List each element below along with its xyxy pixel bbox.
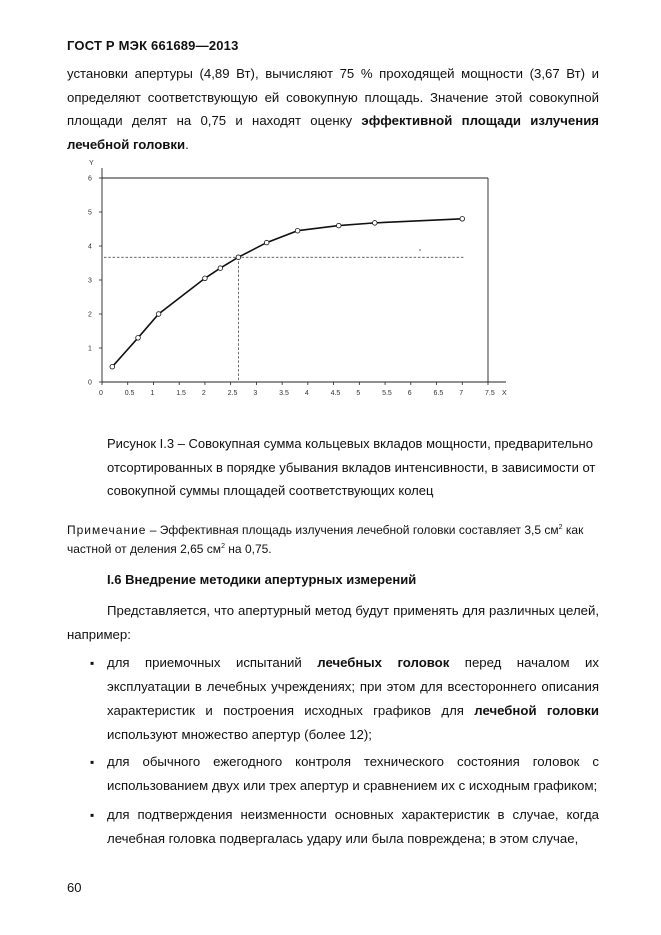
bullet-1-text-a: для приемочных испытаний — [107, 655, 318, 670]
bullet-marker-2: ▪ — [90, 755, 95, 769]
x-tick-label: 7 — [459, 390, 464, 397]
figure-caption: Рисунок I.3 – Совокупная сумма кольцевых вкладов мощности, предварительно отсортированных в порядке убывания вкладов интенсивности, в зависимости от совокупной суммы площадей соответствующих колец — [107, 436, 596, 498]
bullet-1-bold-b: лечебной головки — [474, 703, 599, 718]
y-tick-label: 5 — [88, 209, 92, 217]
x-tick-label: 6 — [407, 390, 412, 397]
data-point — [156, 312, 161, 317]
x-tick-label: 6.5 — [433, 390, 444, 397]
chart-reference-lines — [104, 257, 465, 382]
data-point — [372, 221, 377, 226]
bullet-1-text-c: используют множество апертур (более 12); — [107, 727, 372, 742]
x-tick-label: 2.5 — [227, 390, 238, 397]
y-tick-label: 6 — [88, 175, 92, 183]
cumulative-power-chart — [80, 155, 520, 405]
note-sup-1: 2 — [558, 524, 563, 531]
note-sup-2: 2 — [221, 543, 225, 550]
document-header: ГОСТ Р МЭК 661689—2013 — [67, 38, 239, 53]
page-number: 60 — [67, 880, 82, 895]
bullet-1-bold-a: лечебных головок — [317, 655, 450, 670]
y-tick-label: 4 — [88, 243, 92, 251]
chart-series — [110, 217, 465, 370]
x-tick-label: 1.5 — [176, 390, 186, 397]
note-text: – Эффективная площадь излучения лечебной головки составляет 3,5 см — [146, 523, 559, 537]
section-title: I.6 Внедрение методики апертурных измерений — [107, 572, 417, 587]
x-tick-label: 5 — [356, 390, 361, 397]
data-point — [236, 255, 241, 260]
data-point — [203, 276, 208, 281]
x-tick-label: 3.5 — [279, 390, 289, 397]
note-label: Примечание — [67, 523, 147, 537]
data-point — [136, 336, 141, 341]
intro-paragraph — [67, 62, 599, 156]
y-tick-label: 0 — [88, 379, 92, 387]
series-line — [112, 219, 462, 367]
x-tick-label: 4.5 — [330, 390, 341, 397]
data-point — [460, 217, 465, 222]
data-point — [110, 364, 115, 369]
bullet-item-1 — [107, 651, 599, 747]
note-text-3: на 0,75. — [224, 542, 272, 556]
x-tick-label: 5.5 — [382, 390, 392, 397]
data-point — [218, 266, 223, 271]
y-tick-label: 2 — [88, 311, 92, 319]
chart-axes — [89, 160, 507, 397]
data-point — [264, 240, 269, 245]
intro-bold-term: эффективной площади излучения лечебной головки — [67, 113, 599, 152]
x-axis-label: X — [502, 390, 507, 397]
y-tick-label: 3 — [88, 277, 92, 285]
note-block — [67, 521, 599, 559]
bullet-item-2: для обычного ежегодного контроля технического состояния головок с использованием двух или трех апертур и сравнением их с исходным графиком; — [107, 754, 599, 793]
note-text-2: как частной от деления 2,65 см — [67, 523, 584, 556]
x-tick-label: 3 — [253, 390, 258, 397]
intro-text-2: . — [185, 136, 189, 152]
data-point — [336, 223, 341, 228]
data-point — [295, 228, 300, 233]
bullet-marker-1: ▪ — [90, 656, 95, 670]
x-tick-label: 1 — [150, 390, 155, 397]
x-tick-label: 0.5 — [124, 390, 135, 397]
bullet-1-text-b: перед началом их эксплуатации в лечебных учреждениях; при этом для всестороннего описания характеристик и построения исходных графиков для — [107, 655, 600, 718]
body-paragraph: Представляется, что апертурный метод будут применять для различных целей, например: — [67, 603, 599, 642]
bullet-marker-3: ▪ — [90, 808, 95, 822]
x-tick-label: 7.5 — [485, 390, 495, 397]
stray-dot — [419, 249, 421, 251]
y-axis-label: Y — [89, 160, 94, 167]
x-tick-label: 0 — [99, 390, 103, 397]
x-tick-label: 4 — [304, 390, 309, 397]
x-tick-label: 2 — [201, 390, 206, 397]
y-tick-label: 1 — [88, 345, 92, 353]
intro-text-1: установки апертуры (4,89 Вт), вычисляют 75 % проходящей мощности (3,67 Вт) и определяют соответствующую ей совокупную площадь. Значение этой совокупной площади делят на 0,75 и находят оценку — [67, 66, 599, 128]
bullet-item-3: для подтверждения неизменности основных характеристик в случае, когда лечебная головка подвергалась удару или была повреждена; в этом случае, — [107, 807, 599, 846]
chart-ticks — [88, 176, 495, 398]
